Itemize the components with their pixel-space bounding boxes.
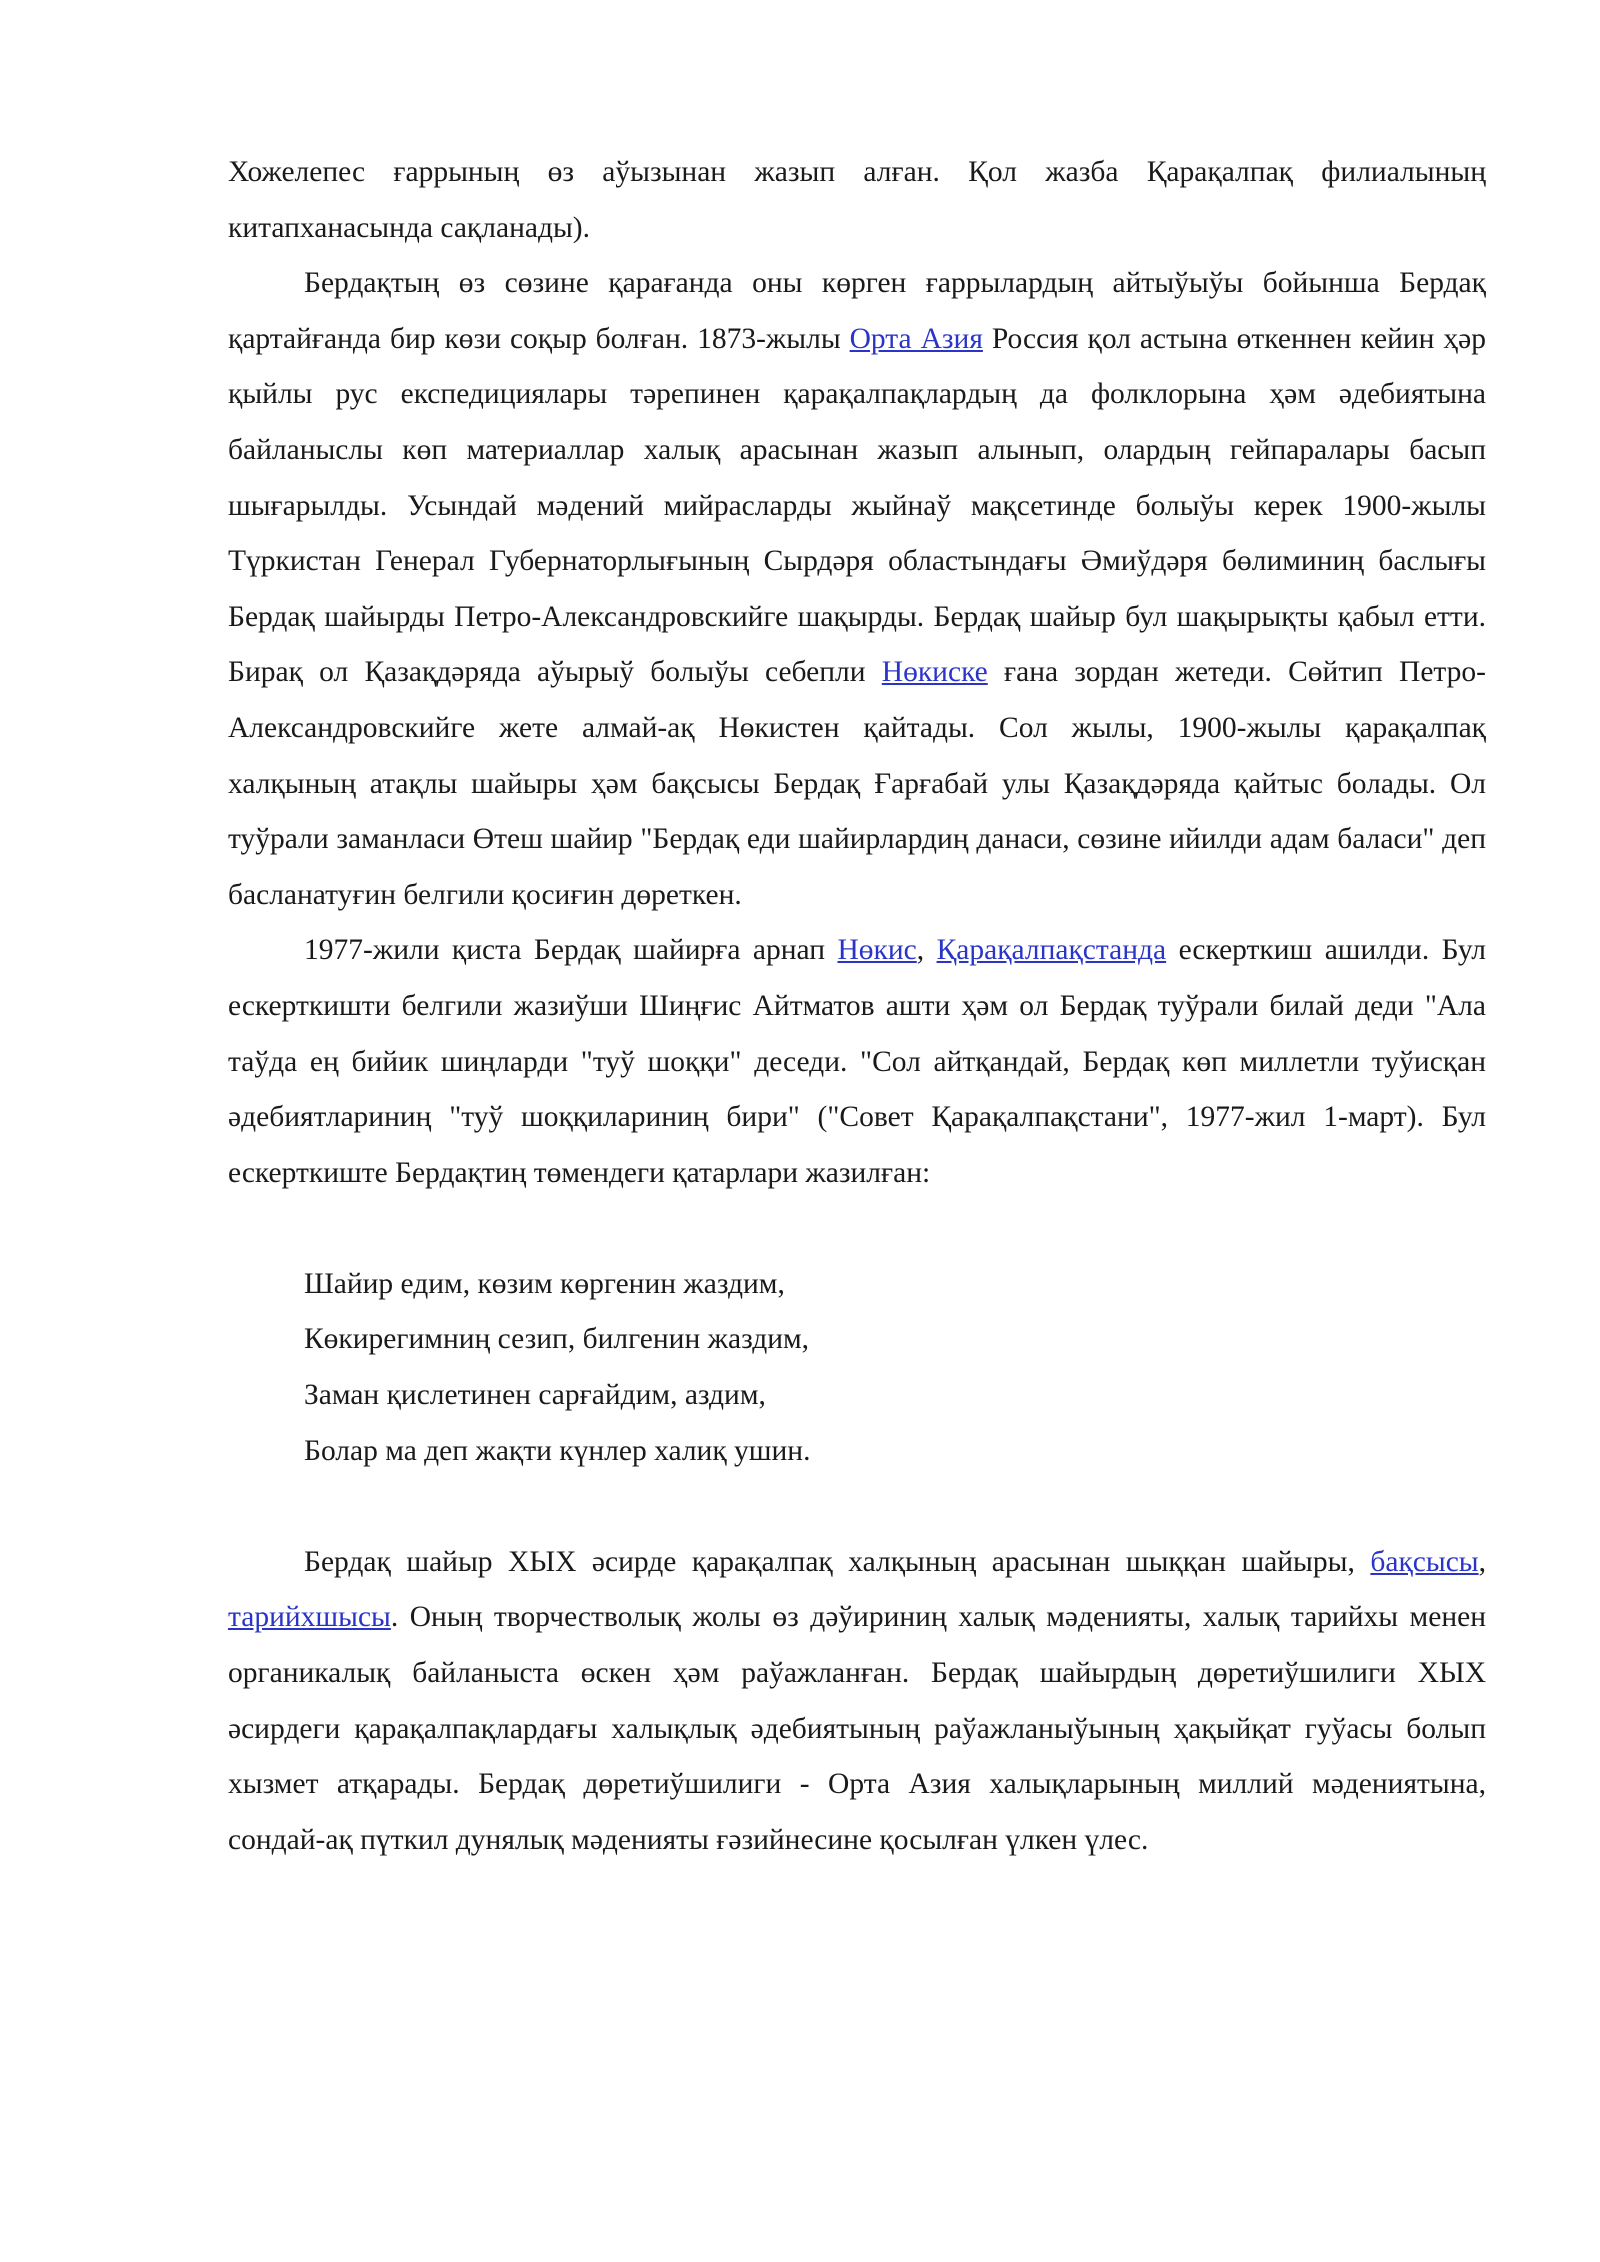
link-baqsysy[interactable]: бақсысы xyxy=(1370,1545,1479,1578)
document-page xyxy=(228,145,1486,1868)
verse-line-4: Болар ма деп жақти күнлер халиқ ушин. xyxy=(304,1434,811,1467)
paragraph-1 xyxy=(228,145,1486,256)
blank-line xyxy=(228,1479,1486,1535)
verse-line-1: Шайир едим, көзим көргенин жаздим, xyxy=(304,1267,785,1300)
paragraph-2-text-b: Россия қол астына өткеннен кейин ҳәр қыйлы рус експедициялары тәрепинен қарақалпақлардың да фолклорына ҳәм әдебиятына байланыслы көп материаллар халық арасынан жазып алынып, олардың гейпаралары басып шығарылды. Усындай мәдений мийрасларды жыйнаў мақсетинде болыўы керек 1900-жылы Түркистан Генерал Губернаторлығының Сырдәря областындағы Әмиўдәря бөлиминиң баслығы Бердақ шайырды Петро-Александровскийге шақырды. Бердақ шайыр бул шақырықты қабыл етти. Бирақ ол Қазақдәряда аўырыў болыўы себепли xyxy=(228,322,1487,689)
link-orta-aziya[interactable]: Орта Азия xyxy=(849,322,983,355)
verse-line-2: Көкирегимниң сезип, билгенин жаздим, xyxy=(304,1323,810,1356)
paragraph-3-text-b: ескерткиш ашилди. Бул ескерткишти белгили жазиўши Шиңғис Айтматов ашти ҳәм ол Бердақ туўрали билай деди "Ала таўда ең бийик шиңларди "туў шоққи" деседи. "Сол айтқандай, Бердақ көп миллетли туўисқан әдебиятлариниң "туў шоққилариниң бири" ("Совет Қарақалпақстани", 1977-жил 1-март). Бул ескерткиште Бердақтиң төмендеги қатарлари жазилған: xyxy=(228,934,1486,1189)
paragraph-2 xyxy=(228,256,1486,923)
link-nokiske[interactable]: Нөкиске xyxy=(881,656,988,689)
paragraph-4-text-b: . Оның творчестволық жолы өз дәўириниң халық мәденияты, халық тарийхы менен органикалық байланыста өскен ҳәм раўажланған. Бердақ шайырдың дөретиўшилиги ХЫХ әсирдеги қарақалпақлардағы халықлық әдебиятының раўажланыўының ҳақыйқат гуўасы болып хызмет атқарады. Бердақ дөретиўшилиги - Орта Азия халықларының миллий мәдениятына, сондай-ақ пүткил дунялық мәденияты ғәзийнесине қосылған үлкен үлес. xyxy=(228,1601,1486,1856)
paragraph-2-text-c: ғана зордан жетеди. Сөйтип Петро-Александровскийге жете алмай-ақ Нөкистен қайтады. Сол жылы, 1900-жылы қарақалпақ халқының атақлы шайыры ҳәм бақсысы Бердақ Ғарғабай улы Қазақдәряда қайтыс болады. Ол туўрали заманласи Өтеш шайир "Бердақ еди шайирлардиң данаси, сөзине ийилди адам баласи" деп басланатуғин белгили қосиғин дөреткен. xyxy=(228,656,1486,911)
link-tariyxshysy[interactable]: тарийхшысы xyxy=(228,1601,391,1634)
paragraph-4-text-a: Бердақ шайыр ХЫХ әсирде қарақалпақ халқының арасынан шыққан шайыры, xyxy=(304,1545,1371,1578)
paragraph-3 xyxy=(228,923,1486,1201)
blank-line xyxy=(228,1201,1486,1257)
paragraph-2-text-a: Бердақтың өз сөзине қарағанда оны көрген ғаррылардың айтыўыўы бойынша Бердақ қартайғанда бир көзи соқыр болған. 1873-жылы xyxy=(228,267,1486,355)
link-nokis[interactable]: Нөкис xyxy=(837,934,917,967)
paragraph-4-comma: , xyxy=(1478,1545,1486,1578)
link-qaraqalpaqstanda[interactable]: Қарақалпақстанда xyxy=(936,934,1167,967)
verse-block xyxy=(228,1257,1486,1479)
paragraph-3-text-a: 1977-жили қиста Бердақ шайирға арнап xyxy=(304,934,838,967)
paragraph-4 xyxy=(228,1535,1486,1869)
paragraph-3-comma: , xyxy=(916,934,937,967)
verse-line-3: Заман қислетинен сарғайдим, аздим, xyxy=(304,1379,766,1412)
paragraph-1-text: Хожелепес ғаррының өз аўызынан жазып алған. Қол жазба Қарақалпақ филиалының китапханасында сақланады). xyxy=(228,156,1486,244)
